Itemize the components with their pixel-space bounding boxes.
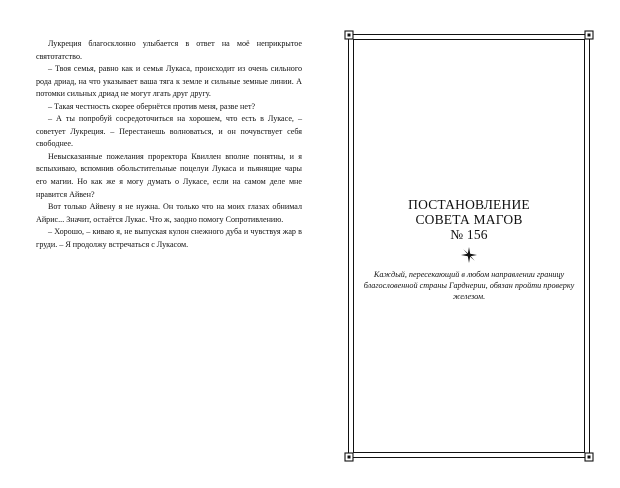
paragraph: – Твоя семья, равно как и семья Лукаса, происходит из очень сильного рода дриад, на что указывает ваша тяга к земле и сильные земные линии. А потомки сильных дриад не могут лгать друг другу. [36, 64, 302, 99]
decree-frame-inner [353, 39, 585, 453]
paragraph: Вот только Айвену я не нужна. Он только что на моих глазах обнимал Айрис... Значит, остаётся Лукас. Что ж, заодно помогу Сопротивлению. [36, 202, 302, 224]
paragraph: – Такая честность скорее обернётся против меня, разве нет? [48, 101, 256, 111]
paragraph: – Хорошо, – киваю я, не выпуская кулон снежного дуба и чувствуя жар в груди. – Я продолжу встречаться с Лукасом. [36, 227, 302, 249]
eight-point-star-icon [461, 247, 477, 263]
corner-ornament-icon [342, 28, 356, 42]
paragraph: Невысказанные пожелания проректора Квиллен вполне понятны, и я вспыхиваю, вспомнив обольстительные поцелуи Лукаса и пьянящие чары его магии. Но как же я могу думать о Лукасе, если на самом деле мне нравится Айвен? [36, 151, 302, 199]
corner-ornament-icon [582, 450, 596, 464]
corner-ornament-icon [342, 450, 356, 464]
paragraph: – А ты попробуй сосредоточиться на хорошем, что есть в Лукасе, – советует Лукреция. – Перестанешь волноваться, и он почувствует себя свободнее. [36, 114, 302, 149]
decree-title-line: СОВЕТА МАГОВ [415, 212, 523, 227]
decree-text: Каждый, пересекающий в любом направлении границу благословенной страны Гарднерии, обязан пройти проверку железом. [363, 270, 575, 302]
decree-frame [348, 34, 590, 458]
decree-title-line: ПОСТАНОВЛЕНИЕ [408, 197, 530, 212]
decree-title [349, 197, 589, 242]
prose-block [36, 38, 302, 251]
right-page [310, 0, 620, 488]
corner-ornament-icon [582, 28, 596, 42]
decree-number: № 156 [450, 227, 488, 242]
paragraph: Лукреция благосклонно улыбается в ответ на моё неприкрытое святотатство. [36, 39, 302, 61]
